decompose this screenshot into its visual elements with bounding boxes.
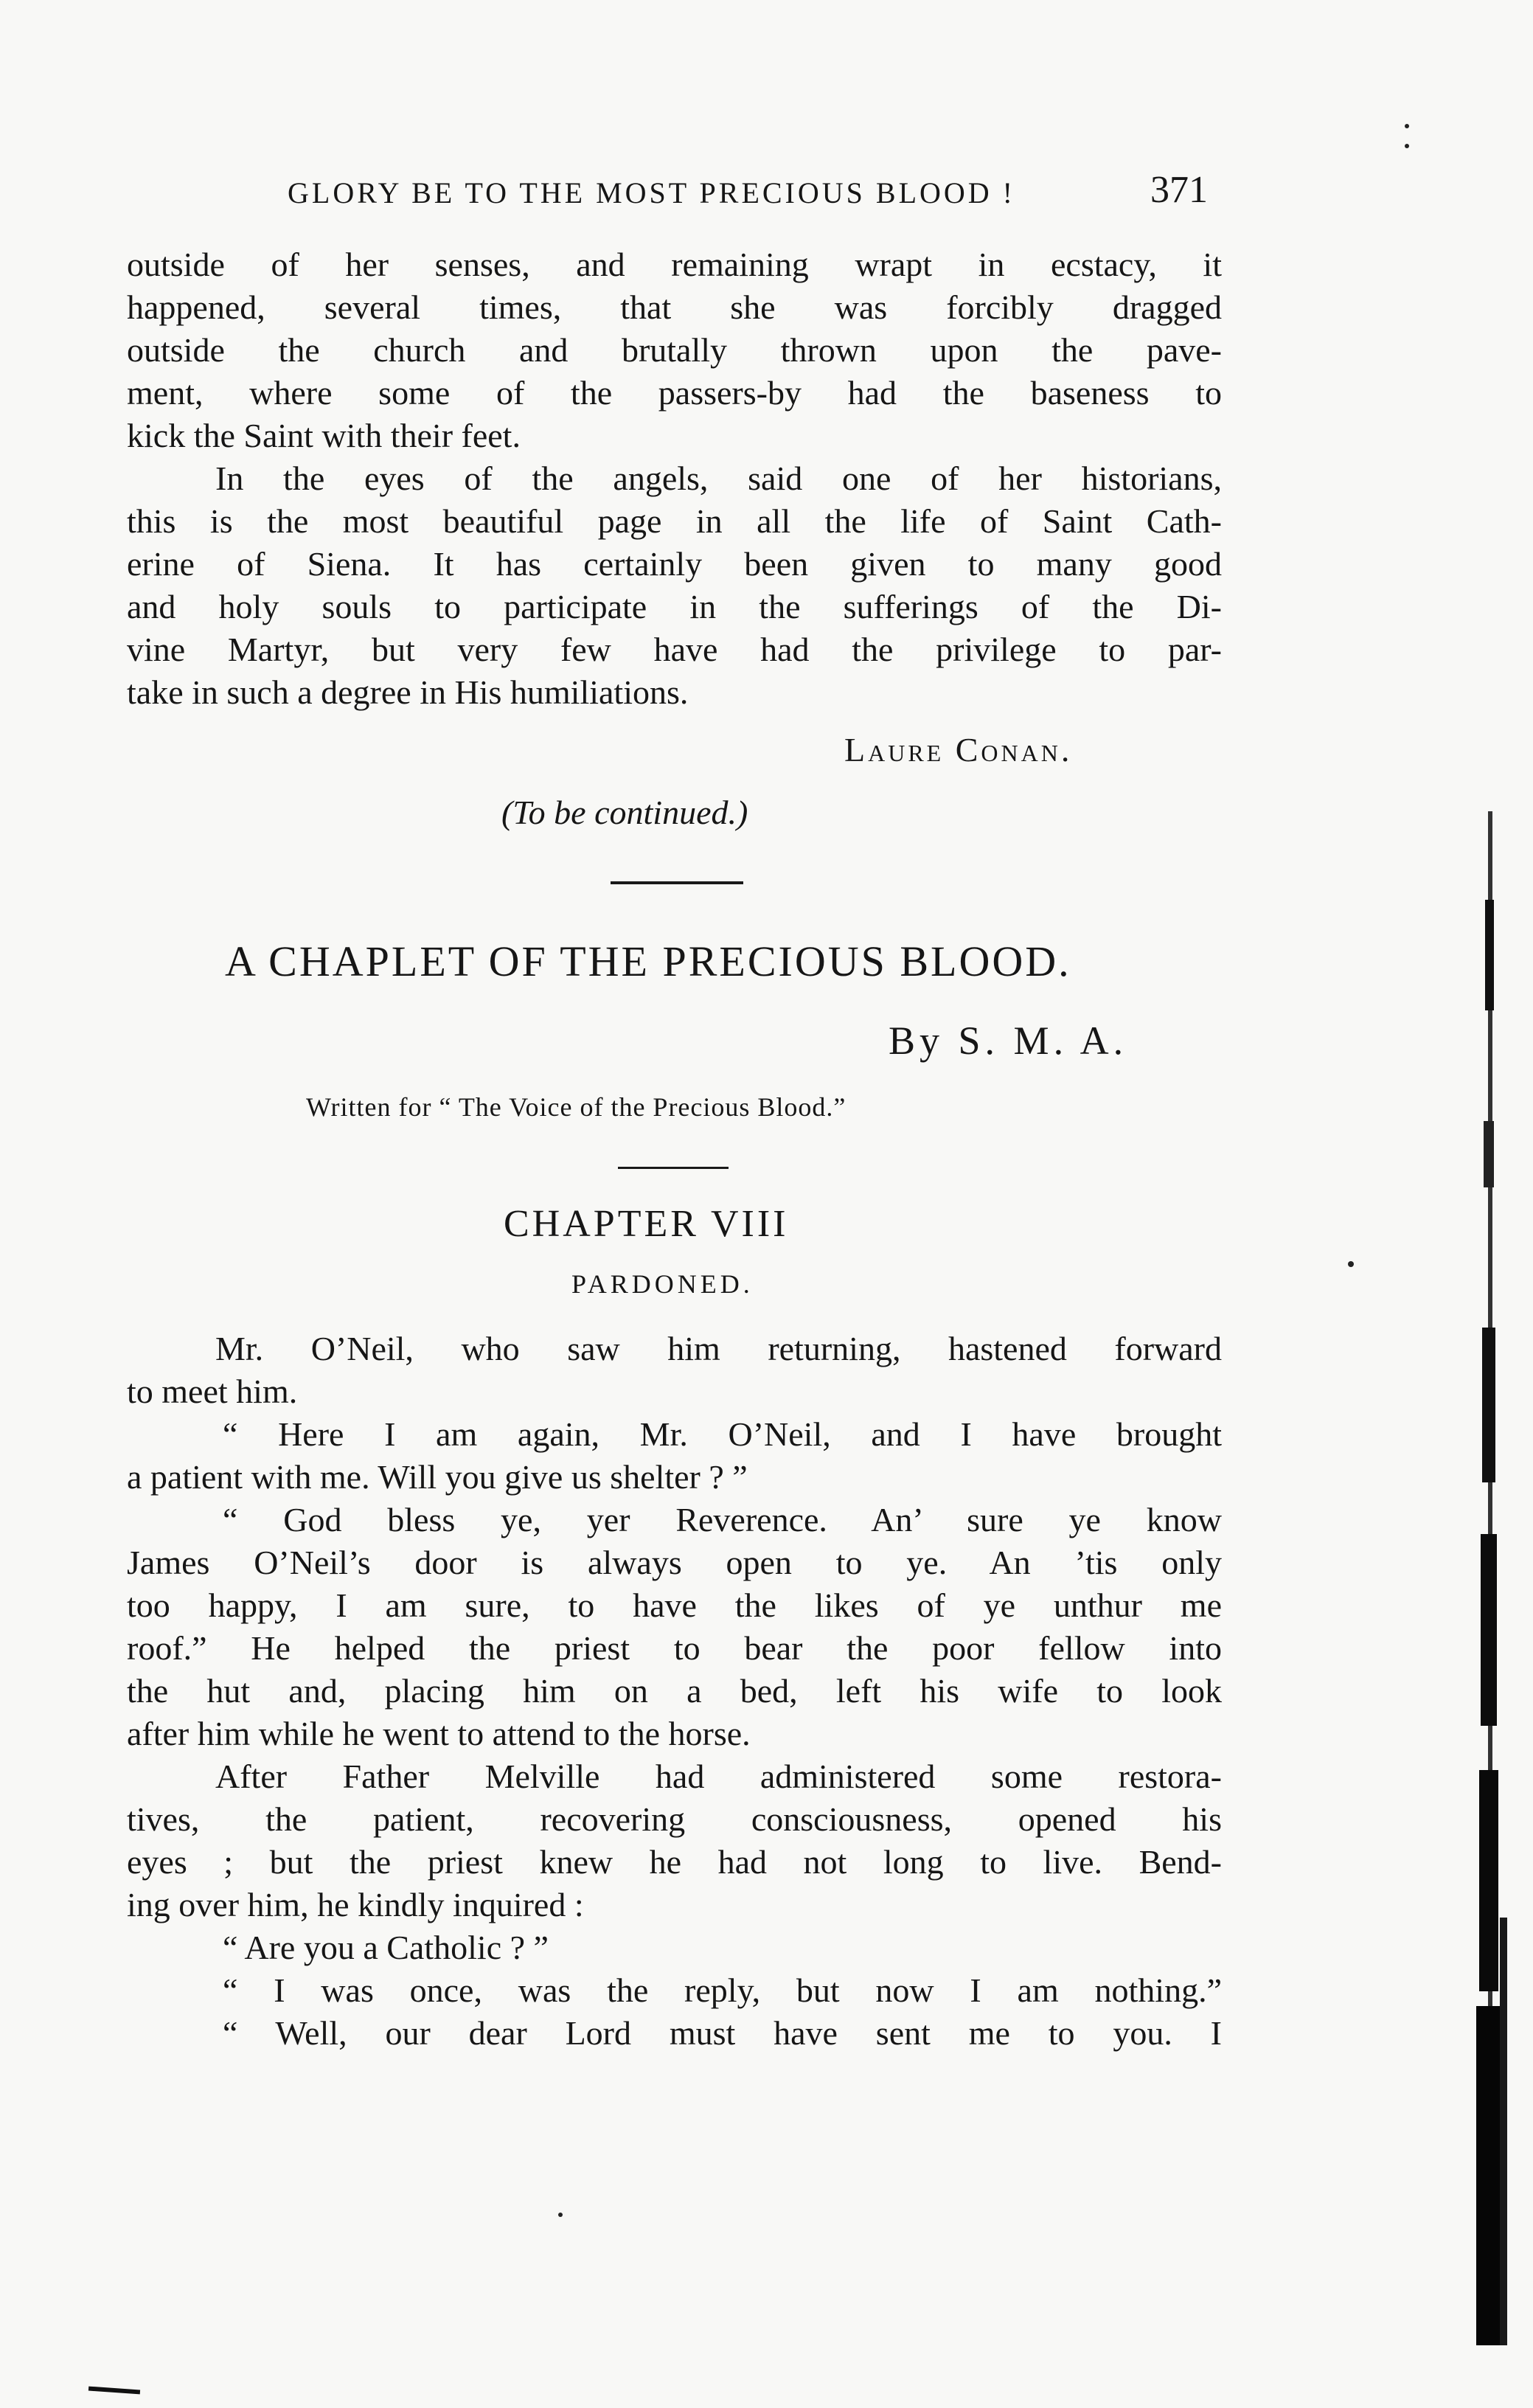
text-line: James O’Neil’s door is always open to ye. An ’tis only (127, 1544, 1222, 1581)
scan-mark (88, 2387, 140, 2395)
text-line: vine Martyr, but very few have had the privilege to par- (127, 631, 1222, 668)
scan-speck (558, 2213, 563, 2217)
scan-speck (1348, 1261, 1354, 1267)
text-line: erine of Siena. It has certainly been given to many good (127, 545, 1222, 583)
text-line: kick the Saint with their feet. (127, 417, 521, 454)
text-line: roof.” He helped the priest to bear the poor fellow into (127, 1629, 1222, 1667)
text-line: ment, where some of the passers-by had the baseness to (127, 374, 1222, 412)
text-line: ing over him, he kindly inquired : (127, 1886, 584, 1923)
text-line: happened, several times, that she was forcibly dragged (127, 288, 1222, 326)
page-number: 371 (1150, 169, 1208, 211)
scan-speck (1405, 124, 1409, 128)
text-line: eyes ; but the priest knew he had not long to live. Bend- (127, 1843, 1222, 1881)
text-line: outside of her senses, and remaining wrapt in ecstacy, it (127, 246, 1222, 283)
chapter-text (127, 1328, 1222, 2055)
text-line: After Father Melville had administered some restora- (215, 1758, 1222, 1795)
text-line: tives, the patient, recovering consciousness, opened his (127, 1800, 1222, 1838)
binding-shadow (1467, 811, 1519, 2345)
text-line: “ Here I am again, Mr. O’Neil, and I have brought (223, 1415, 1222, 1453)
continuation-text (127, 243, 1222, 714)
text-line: to meet him. (127, 1373, 298, 1410)
text-line: In the eyes of the angels, said one of her historians, (215, 459, 1222, 497)
chapter-subtitle: PARDONED. (571, 1269, 754, 1299)
article-title: A CHAPLET OF THE PRECIOUS BLOOD. (225, 937, 1071, 985)
section-divider (611, 881, 743, 884)
text-line: “ Are you a Catholic ? ” (223, 1929, 549, 1966)
text-line: Mr. O’Neil, who saw him returning, hastened forward (215, 1330, 1222, 1367)
text-line: “ Well, our dear Lord must have sent me to you. I (223, 2014, 1222, 2052)
text-line: after him while he went to attend to the horse. (127, 1715, 751, 1752)
text-line: “ God bless ye, yer Reverence. An’ sure ye know (223, 1501, 1222, 1538)
text-line: the hut and, placing him on a bed, left his wife to look (127, 1672, 1222, 1710)
to-be-continued-note: (To be continued.) (501, 794, 748, 831)
article-byline: By S. M. A. (889, 1019, 1128, 1063)
text-line: outside the church and brutally thrown upon the pave- (127, 331, 1222, 369)
written-for-note: Written for “ The Voice of the Precious Blood.” (306, 1092, 847, 1122)
text-line: “ I was once, was the reply, but now I am nothing.” (223, 1971, 1222, 2009)
scan-speck (1405, 144, 1409, 148)
text-line: take in such a degree in His humiliations. (127, 673, 689, 711)
text-line: this is the most beautiful page in all the life of Saint Cath- (127, 502, 1222, 540)
text-line: a patient with me. Will you give us shelter ? ” (127, 1458, 748, 1496)
section-divider (618, 1167, 729, 1169)
chapter-heading: CHAPTER VIII (504, 1203, 789, 1245)
text-line: and holy souls to participate in the sufferings of the Di- (127, 588, 1222, 625)
running-head: GLORY BE TO THE MOST PRECIOUS BLOOD ! (288, 176, 1015, 209)
author-signature: Laure Conan. (844, 731, 1073, 768)
text-line: too happy, I am sure, to have the likes of ye unthur me (127, 1586, 1222, 1624)
